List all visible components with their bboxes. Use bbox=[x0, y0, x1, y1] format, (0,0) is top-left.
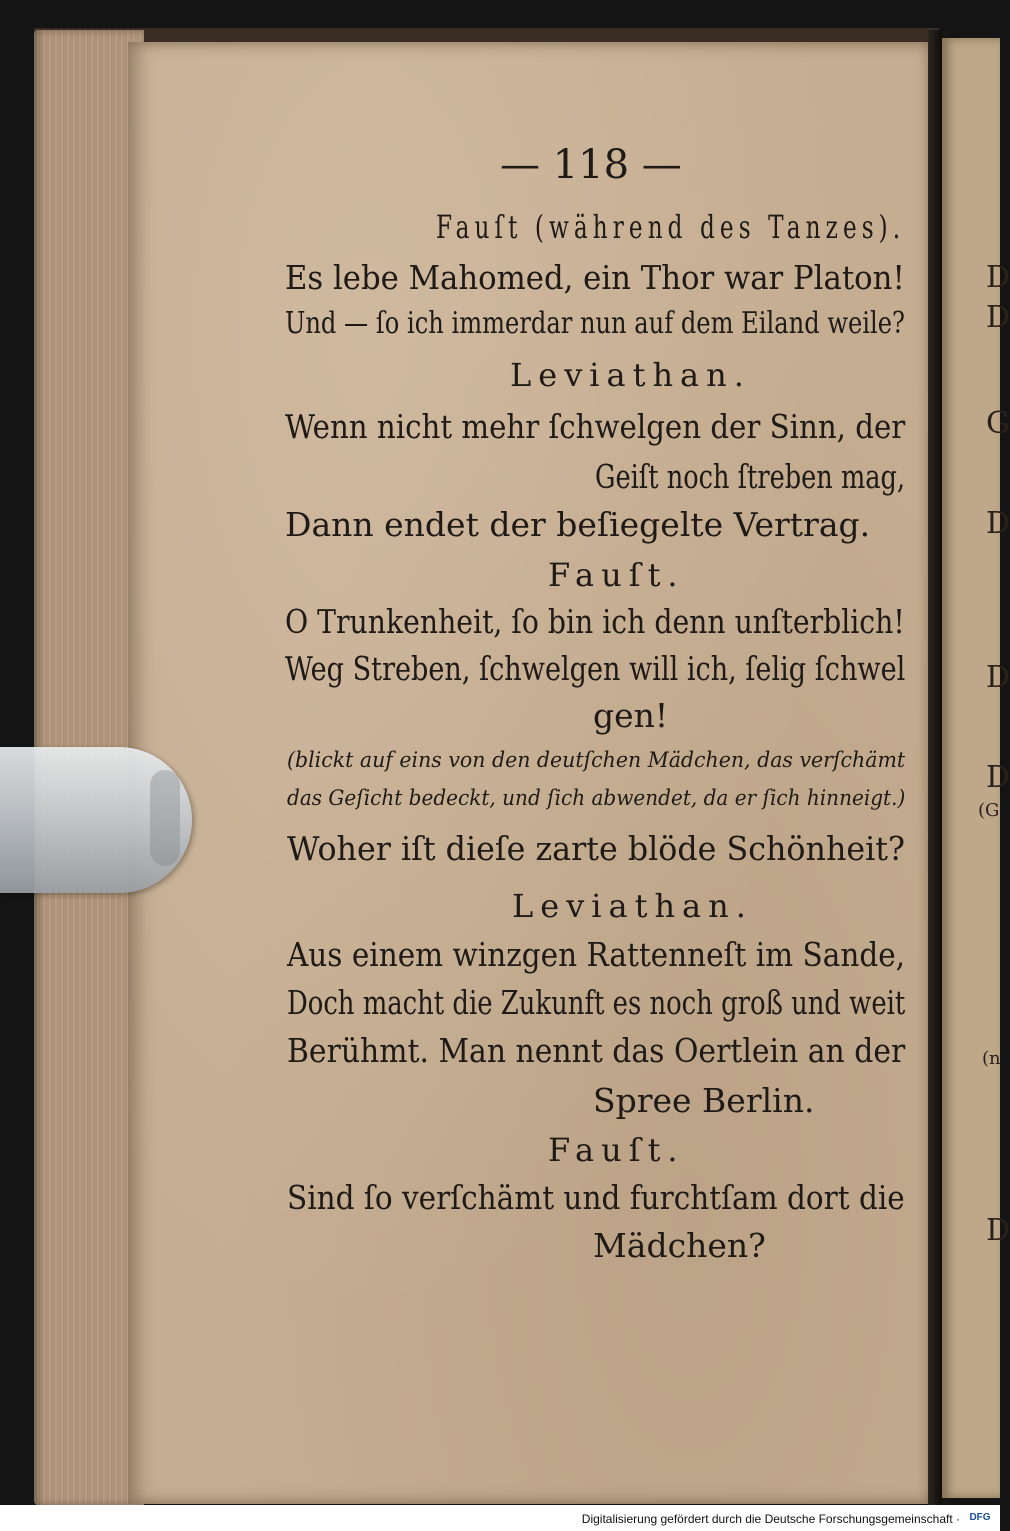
verse-line: gen! bbox=[593, 696, 669, 735]
verse-line: Mädchen? bbox=[593, 1226, 766, 1265]
book-gutter bbox=[928, 30, 942, 1505]
speaker-heading: Fauſt. bbox=[548, 1131, 685, 1169]
verse-line: Aus einem winzgen Rattenneſt im Sande, bbox=[287, 935, 906, 974]
facing-page-fragment: D bbox=[986, 1213, 1010, 1248]
facing-page bbox=[942, 38, 1010, 1498]
facing-page-fragment: D bbox=[986, 660, 1010, 695]
verse-line: Geiſt noch ſtreben mag, bbox=[595, 457, 906, 496]
facing-page-fragment: D bbox=[986, 300, 1010, 335]
footer-credit: Digitalisierung gefördert durch die Deutsche Forschungsgemeinschaft · bbox=[581, 1512, 960, 1526]
stage-direction: das Geſicht bedeckt, und ſich abwendet, da er ſich hinneigt.) bbox=[287, 786, 906, 810]
verse-line: Woher iſt dieſe zarte blöde Schönheit? bbox=[287, 829, 906, 868]
facing-page-fragment: D bbox=[986, 760, 1010, 795]
verse-line: Weg Streben, ſchwelgen will ich, ſelig ſchwel bbox=[285, 649, 906, 688]
verse-line: Dann endet der beſiegelte Vertrag. bbox=[285, 505, 871, 544]
speaker-heading: Leviathan. bbox=[512, 887, 753, 925]
stage-direction: (blickt auf eins von den deutſchen Mädchen, das verſchämt bbox=[287, 748, 906, 772]
facing-page-fragment: (G bbox=[978, 800, 1000, 821]
verse-line: Doch macht die Zukunft es noch groß und weit bbox=[287, 983, 906, 1022]
speaker-heading: Fauſt. bbox=[548, 556, 685, 594]
dfg-logo-icon: DFG bbox=[969, 1512, 991, 1523]
speaker-heading: Leviathan. bbox=[510, 356, 751, 394]
verse-line: Wenn nicht mehr ſchwelgen der Sinn, der bbox=[285, 407, 906, 446]
verse-line: Sind ſo verſchämt und furchtſam dort die bbox=[287, 1178, 905, 1217]
verse-line: Und — ſo ich immerdar nun auf dem Eiland weile? bbox=[285, 306, 905, 341]
verse-line: O Trunkenheit, ſo bin ich denn unſterblich! bbox=[285, 602, 905, 641]
facing-page-fragment: D bbox=[986, 260, 1010, 295]
facing-page-fragment: G bbox=[986, 406, 1010, 441]
speaker-heading: Fauſt (während des Tanzes). bbox=[436, 208, 906, 246]
verse-line: Spree Berlin. bbox=[593, 1081, 815, 1120]
facing-page-fragment: D bbox=[986, 506, 1010, 541]
page-holder-clip-hole bbox=[150, 770, 180, 866]
verse-line: Es lebe Mahomed, ein Thor war Platon! bbox=[285, 258, 905, 297]
facing-page-fragment: (n bbox=[982, 1048, 1001, 1069]
verse-line: Berühmt. Man nennt das Oertlein an der bbox=[287, 1031, 906, 1070]
page-number: — 118 — bbox=[500, 142, 682, 188]
